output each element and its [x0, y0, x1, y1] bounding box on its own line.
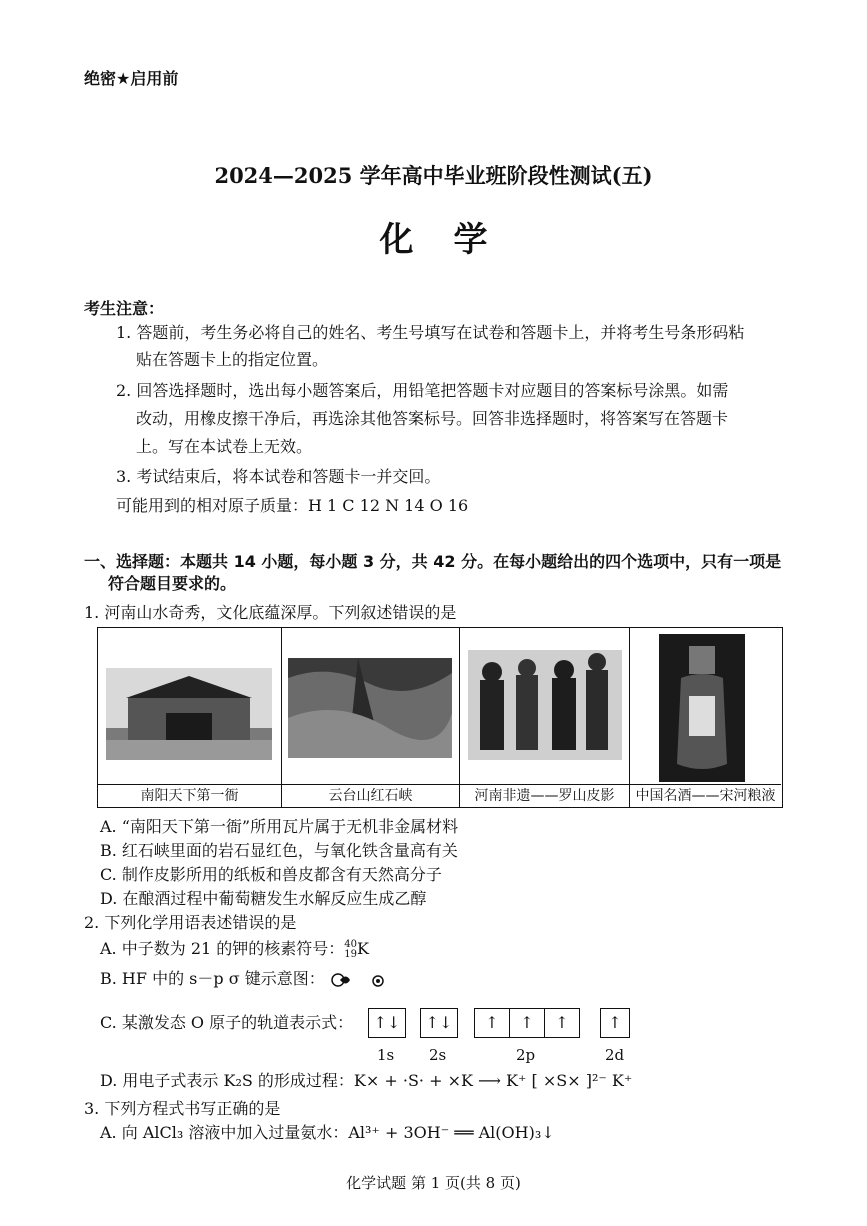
secret-mark: 绝密★启用前 [84, 69, 179, 88]
q2-option-d: D. 用电子式表示 K₂S 的形成过程：K× + ·S· + ×K ⟶ K⁺ [ ×S× ]²⁻ K⁺ [100, 1071, 633, 1090]
orbital-box-2d: ↑ [600, 1008, 630, 1038]
atomic-mass-note: 可能用到的相对原子质量：H 1 C 12 N 14 O 16 [116, 496, 469, 515]
shadow-puppet-photo [468, 650, 622, 760]
subject-title: 化学 [379, 220, 528, 260]
q2-option-b [100, 968, 390, 990]
q3-option-a: A. 向 AlCl₃ 溶液中加入过量氨水：Al³⁺ + 3OH⁻ ══ Al(OH)₃↓ [100, 1123, 555, 1142]
exam-title: 2024—2025 学年高中毕业班阶段性测试(五) [214, 163, 653, 188]
notice-heading: 考生注意： [84, 299, 165, 318]
orbital-label-2d: 2d [605, 1046, 625, 1064]
atomic-number: 19 [344, 948, 357, 960]
notice-item-3: 3. 考试结束后，将本试卷和答题卡一并交回。 [116, 467, 441, 486]
q2-option-b-text: B. HF 中的 s－p σ 键示意图： [100, 969, 325, 988]
q1-cell-3 [460, 628, 630, 807]
q1-image-table [97, 627, 783, 808]
building-photo [106, 668, 272, 760]
q1-option-c: C. 制作皮影所用的纸板和兽皮都含有天然高分子 [100, 865, 442, 884]
section-heading-line2: 符合题目要求的。 [108, 574, 237, 593]
orbital-label-2s: 2s [429, 1046, 447, 1064]
liquor-bottle-photo [659, 634, 745, 782]
orbital-label-1s: 1s [377, 1046, 395, 1064]
orbital-box-2p-3: ↑ [544, 1008, 580, 1038]
q1-cell-1 [98, 628, 282, 807]
notice-item-1: 1. 答题前，考生务必将自己的姓名、考生号填写在试卷和答题卡上，并将考生号条形码粘 [116, 323, 745, 342]
q1-option-b: B. 红石峡里面的岩石显红色，与氧化铁含量高有关 [100, 841, 458, 860]
q1-caption-3: 河南非遗——罗山皮影 [460, 784, 629, 807]
page-footer: 化学试题 第 1 页(共 8 页) [346, 1174, 521, 1192]
q2-option-a-text: A. 中子数为 21 的钾的核素符号： [100, 939, 345, 958]
orbital-box-1s: ↑↓ [368, 1008, 406, 1038]
orbital-box-2s: ↑↓ [420, 1008, 458, 1038]
gorge-photo [288, 658, 452, 758]
notice-item-2-cont: 改动，用橡皮擦干净后，再选涂其他答案标号。回答非选择题时，将答案写在答题卡 [136, 409, 729, 428]
mass-number: 40 [344, 938, 357, 950]
q1-cell-4 [630, 628, 781, 807]
section-heading [84, 551, 794, 595]
q1-caption-4: 中国名酒——宋河粮液 [630, 784, 781, 807]
orbital-box-2p-1: ↑ [474, 1008, 510, 1038]
section-heading-line1: 一、选择题：本题共 14 小题，每小题 3 分，共 42 分。在每小题给出的四个选项中，只有一项是 [84, 552, 782, 571]
orbital-box-2p-2: ↑ [509, 1008, 545, 1038]
q1-caption-2: 云台山红石峡 [282, 784, 459, 807]
q1-option-d: D. 在酿酒过程中葡萄糖发生水解反应生成乙醇 [100, 889, 427, 908]
q1-cell-2 [282, 628, 460, 807]
nuclide-numbers [344, 940, 357, 960]
orbital-label-2p: 2p [516, 1046, 536, 1064]
q2-stem: 2. 下列化学用语表述错误的是 [84, 913, 297, 932]
element-symbol: K [357, 939, 369, 958]
q2-option-c-text: C. 某激发态 O 原子的轨道表示式： [100, 1013, 354, 1032]
q1-option-a: A. “南阳天下第一衙”所用瓦片属于无机非金属材料 [100, 817, 459, 836]
q2-option-a [100, 938, 369, 960]
notice-item-2-cont2: 上。写在本试卷上无效。 [136, 437, 313, 456]
sigma-bond-icon [330, 971, 390, 989]
q1-caption-1: 南阳天下第一衙 [98, 784, 281, 807]
q3-stem: 3. 下列方程式书写正确的是 [84, 1099, 281, 1118]
q1-stem: 1. 河南山水奇秀，文化底蕴深厚。下列叙述错误的是 [84, 603, 457, 622]
notice-item-2: 2. 回答选择题时，选出每小题答案后，用铅笔把答题卡对应题目的答案标号涂黑。如需 [116, 381, 729, 400]
notice-item-1-cont: 贴在答题卡上的指定位置。 [136, 350, 329, 369]
